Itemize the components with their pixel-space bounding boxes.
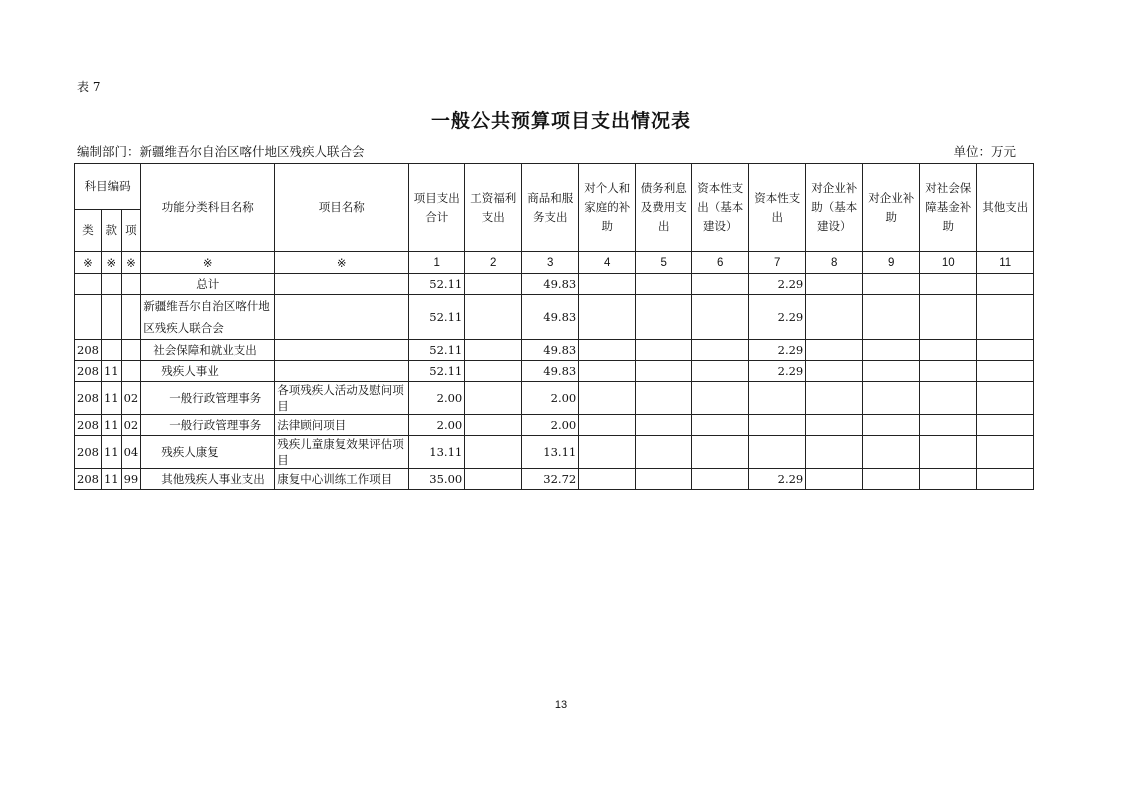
col-number-9: 9 bbox=[863, 252, 920, 274]
empty-cell bbox=[692, 274, 749, 295]
page-number: 13 bbox=[554, 699, 568, 711]
project-name-cell bbox=[275, 295, 409, 340]
col-header-3: 商品和服务支出 bbox=[522, 164, 579, 252]
lei-cell bbox=[75, 274, 102, 295]
empty-cell bbox=[579, 295, 636, 340]
col-number-8: 8 bbox=[806, 252, 863, 274]
empty-cell bbox=[977, 274, 1034, 295]
lei-cell: 208 bbox=[75, 436, 102, 469]
col-number-4: 4 bbox=[579, 252, 636, 274]
capital-cell: 2.29 bbox=[749, 361, 806, 382]
empty-cell bbox=[863, 382, 920, 415]
empty-cell bbox=[806, 382, 863, 415]
empty-cell bbox=[863, 436, 920, 469]
lei-cell: 208 bbox=[75, 340, 102, 361]
table-row bbox=[75, 436, 1034, 469]
empty-cell bbox=[863, 274, 920, 295]
xiang-cell: 99 bbox=[121, 469, 141, 490]
goods-cell: 2.00 bbox=[522, 415, 579, 436]
empty-cell bbox=[920, 295, 977, 340]
kuan-cell: 11 bbox=[101, 436, 121, 469]
empty-cell bbox=[920, 274, 977, 295]
xiang-cell bbox=[121, 340, 141, 361]
empty-cell bbox=[863, 295, 920, 340]
empty-cell bbox=[920, 415, 977, 436]
empty-cell bbox=[579, 436, 636, 469]
capital-cell: 2.29 bbox=[749, 469, 806, 490]
col-header-9: 对企业补助 bbox=[863, 164, 920, 252]
lei-cell: 208 bbox=[75, 382, 102, 415]
col-header-4: 对个人和家庭的补助 bbox=[579, 164, 636, 252]
mark-cell: ※ bbox=[75, 252, 102, 274]
salary-cell bbox=[465, 340, 522, 361]
empty-cell bbox=[806, 469, 863, 490]
total-cell: 52.11 bbox=[409, 340, 465, 361]
func-name-cell: 一般行政管理事务 bbox=[141, 382, 275, 415]
salary-cell bbox=[465, 382, 522, 415]
salary-cell bbox=[465, 436, 522, 469]
col-header-10: 对社会保障基金补助 bbox=[920, 164, 977, 252]
col-header-5: 债务利息及费用支出 bbox=[636, 164, 692, 252]
empty-cell bbox=[977, 340, 1034, 361]
empty-cell bbox=[579, 340, 636, 361]
table-row bbox=[75, 340, 1034, 361]
department-label: 编制部门：新疆维吾尔自治区喀什地区残疾人联合会 bbox=[77, 144, 365, 159]
func-name-cell: 新疆维吾尔自治区喀什地区残疾人联合会 bbox=[141, 295, 275, 340]
xiang-cell: 02 bbox=[121, 382, 141, 415]
empty-cell bbox=[692, 469, 749, 490]
table-row bbox=[75, 361, 1034, 382]
project-name-cell bbox=[275, 361, 409, 382]
goods-cell: 2.00 bbox=[522, 382, 579, 415]
table-row-department bbox=[75, 295, 1034, 340]
xiang-cell bbox=[121, 361, 141, 382]
unit-label: 单位：万元 bbox=[953, 144, 1016, 159]
empty-cell bbox=[579, 361, 636, 382]
kuan-cell bbox=[101, 274, 121, 295]
xiang-cell bbox=[121, 295, 141, 340]
empty-cell bbox=[920, 361, 977, 382]
table-row-total bbox=[75, 274, 1034, 295]
project-name-cell: 康复中心训练工作项目 bbox=[275, 469, 409, 490]
mark-cell: ※ bbox=[101, 252, 121, 274]
project-name-cell bbox=[275, 340, 409, 361]
empty-cell bbox=[977, 469, 1034, 490]
empty-cell bbox=[806, 361, 863, 382]
empty-cell bbox=[806, 415, 863, 436]
empty-cell bbox=[863, 340, 920, 361]
table-row bbox=[75, 415, 1034, 436]
empty-cell bbox=[863, 469, 920, 490]
salary-cell bbox=[465, 361, 522, 382]
empty-cell bbox=[636, 436, 692, 469]
table-label: 表 7 bbox=[77, 80, 101, 94]
goods-cell: 13.11 bbox=[522, 436, 579, 469]
empty-cell bbox=[579, 469, 636, 490]
col-header-2: 工资福利支出 bbox=[465, 164, 522, 252]
func-name-cell: 一般行政管理事务 bbox=[141, 415, 275, 436]
empty-cell bbox=[636, 469, 692, 490]
kuan-header: 款 bbox=[101, 210, 121, 252]
kuan-cell: 11 bbox=[101, 382, 121, 415]
capital-cell: 2.29 bbox=[749, 340, 806, 361]
goods-cell: 49.83 bbox=[522, 274, 579, 295]
goods-cell: 32.72 bbox=[522, 469, 579, 490]
empty-cell bbox=[977, 361, 1034, 382]
empty-cell bbox=[636, 361, 692, 382]
col-header-11: 其他支出 bbox=[977, 164, 1034, 252]
empty-cell bbox=[636, 274, 692, 295]
col-number-7: 7 bbox=[749, 252, 806, 274]
project-name-cell: 残疾儿童康复效果评估项目 bbox=[275, 436, 409, 469]
empty-cell bbox=[692, 415, 749, 436]
total-cell: 52.11 bbox=[409, 361, 465, 382]
empty-cell bbox=[692, 436, 749, 469]
project-name-cell: 各项残疾人活动及慰问项目 bbox=[275, 382, 409, 415]
capital-cell: 2.29 bbox=[749, 295, 806, 340]
salary-cell bbox=[465, 274, 522, 295]
xiang-cell: 04 bbox=[121, 436, 141, 469]
empty-cell bbox=[806, 340, 863, 361]
project-name-header: 项目名称 bbox=[275, 164, 409, 252]
salary-cell bbox=[465, 469, 522, 490]
goods-cell: 49.83 bbox=[522, 295, 579, 340]
func-name-cell: 总计 bbox=[141, 274, 275, 295]
empty-cell bbox=[636, 382, 692, 415]
kuan-cell: 11 bbox=[101, 361, 121, 382]
col-header-7: 资本性支出 bbox=[749, 164, 806, 252]
func-name-header: 功能分类科目名称 bbox=[141, 164, 275, 252]
empty-cell bbox=[920, 340, 977, 361]
capital-cell bbox=[749, 436, 806, 469]
func-name-cell: 残疾人事业 bbox=[141, 361, 275, 382]
subject-code-header: 科目编码 bbox=[75, 164, 141, 210]
empty-cell bbox=[806, 436, 863, 469]
col-number-2: 2 bbox=[465, 252, 522, 274]
table-row bbox=[75, 382, 1034, 415]
mark-cell: ※ bbox=[121, 252, 141, 274]
project-name-cell: 法律顾问项目 bbox=[275, 415, 409, 436]
func-name-cell: 残疾人康复 bbox=[141, 436, 275, 469]
col-number-10: 10 bbox=[920, 252, 977, 274]
xiang-cell: 02 bbox=[121, 415, 141, 436]
salary-cell bbox=[465, 295, 522, 340]
empty-cell bbox=[920, 469, 977, 490]
col-number-5: 5 bbox=[636, 252, 692, 274]
page-title: 一般公共预算项目支出情况表 bbox=[430, 110, 691, 132]
lei-cell: 208 bbox=[75, 469, 102, 490]
lei-cell: 208 bbox=[75, 361, 102, 382]
mark-cell: ※ bbox=[141, 252, 275, 274]
empty-cell bbox=[692, 340, 749, 361]
col-number-11: 11 bbox=[977, 252, 1034, 274]
kuan-cell bbox=[101, 340, 121, 361]
col-number-3: 3 bbox=[522, 252, 579, 274]
empty-cell bbox=[806, 295, 863, 340]
empty-cell bbox=[863, 415, 920, 436]
project-name-cell bbox=[275, 274, 409, 295]
empty-cell bbox=[636, 295, 692, 340]
capital-cell: 2.29 bbox=[749, 274, 806, 295]
empty-cell bbox=[806, 274, 863, 295]
col-header-6: 资本性支出（基本建设） bbox=[692, 164, 749, 252]
col-number-1: 1 bbox=[409, 252, 465, 274]
empty-cell bbox=[863, 361, 920, 382]
goods-cell: 49.83 bbox=[522, 340, 579, 361]
empty-cell bbox=[579, 274, 636, 295]
empty-cell bbox=[579, 415, 636, 436]
empty-cell bbox=[692, 382, 749, 415]
total-cell: 2.00 bbox=[409, 415, 465, 436]
mark-cell: ※ bbox=[275, 252, 409, 274]
empty-cell bbox=[636, 340, 692, 361]
empty-cell bbox=[692, 361, 749, 382]
empty-cell bbox=[977, 295, 1034, 340]
lei-cell bbox=[75, 295, 102, 340]
salary-cell bbox=[465, 415, 522, 436]
xiang-cell bbox=[121, 274, 141, 295]
empty-cell bbox=[636, 415, 692, 436]
col-header-1: 项目支出合计 bbox=[409, 164, 465, 252]
empty-cell bbox=[977, 382, 1034, 415]
kuan-cell: 11 bbox=[101, 415, 121, 436]
empty-cell bbox=[692, 295, 749, 340]
capital-cell bbox=[749, 382, 806, 415]
func-name-cell: 其他残疾人事业支出 bbox=[141, 469, 275, 490]
total-cell: 52.11 bbox=[409, 295, 465, 340]
lei-header: 类 bbox=[75, 210, 102, 252]
goods-cell: 49.83 bbox=[522, 361, 579, 382]
total-cell: 13.11 bbox=[409, 436, 465, 469]
xiang-header: 项 bbox=[121, 210, 141, 252]
total-cell: 2.00 bbox=[409, 382, 465, 415]
budget-table bbox=[74, 163, 1034, 490]
kuan-cell bbox=[101, 295, 121, 340]
empty-cell bbox=[977, 436, 1034, 469]
empty-cell bbox=[920, 382, 977, 415]
col-header-8: 对企业补助（基本建设） bbox=[806, 164, 863, 252]
col-number-6: 6 bbox=[692, 252, 749, 274]
total-cell: 52.11 bbox=[409, 274, 465, 295]
empty-cell bbox=[579, 382, 636, 415]
table-row bbox=[75, 469, 1034, 490]
empty-cell bbox=[920, 436, 977, 469]
empty-cell bbox=[977, 415, 1034, 436]
lei-cell: 208 bbox=[75, 415, 102, 436]
func-name-cell: 社会保障和就业支出 bbox=[141, 340, 275, 361]
total-cell: 35.00 bbox=[409, 469, 465, 490]
capital-cell bbox=[749, 415, 806, 436]
kuan-cell: 11 bbox=[101, 469, 121, 490]
